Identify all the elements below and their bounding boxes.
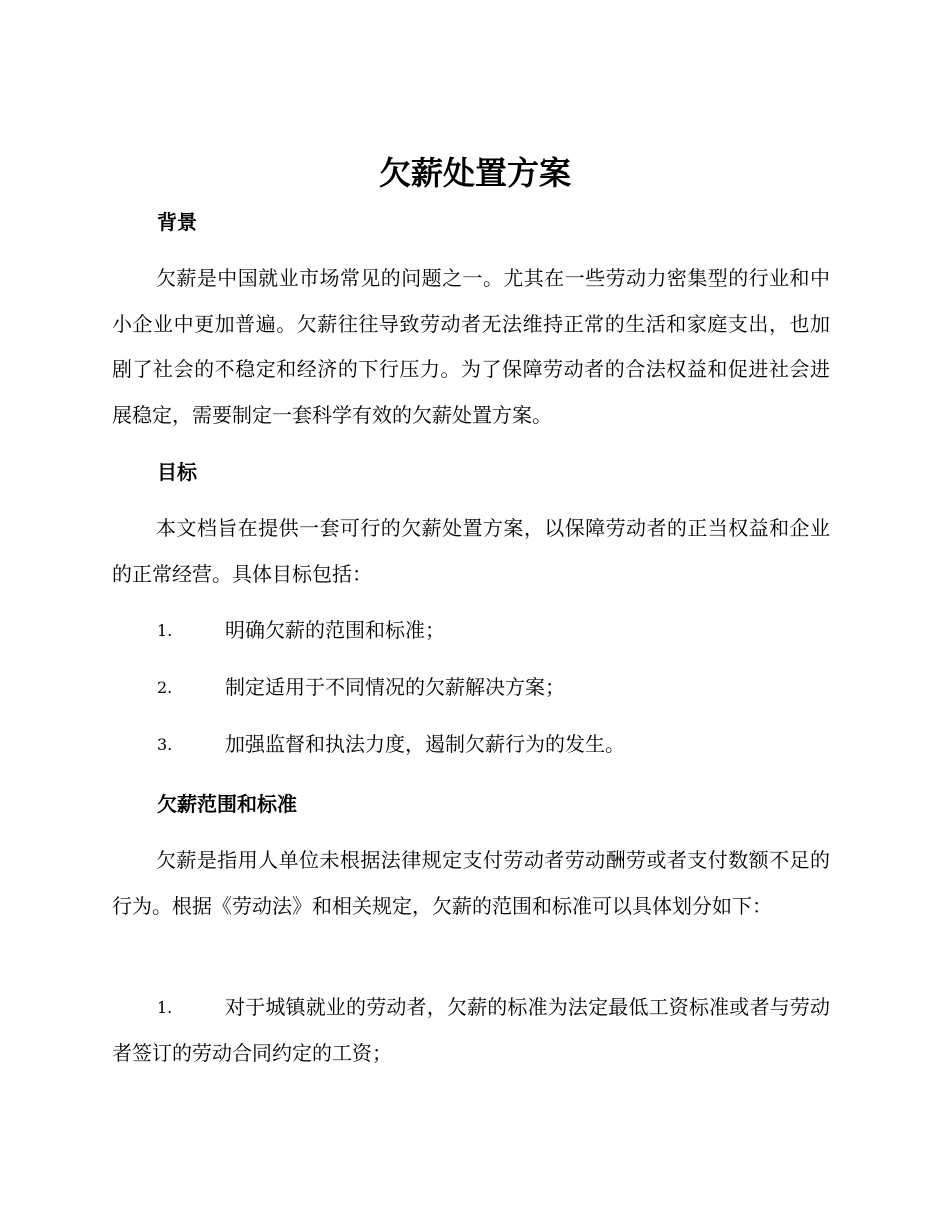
list-item-text: 明确欠薪的范围和标准； — [225, 618, 445, 642]
scope-standards-paragraph: 欠薪是指用人单位未根据法律规定支付劳动者劳动酬劳或者支付数额不足的行为。根据《劳动法》和相关规定，欠薪的范围和标准可以具体划分如下： — [112, 848, 830, 918]
list-number: 1. — [157, 998, 173, 1017]
scope-list-item — [112, 985, 830, 1076]
section-heading-scope-standards: 欠薪范围和标准 — [157, 792, 297, 816]
list-number: 2. — [157, 678, 173, 697]
goals-paragraph: 本文档旨在提供一套可行的欠薪处置方案，以保障劳动者的正当权益和企业的正常经营。具体目标包括： — [112, 516, 830, 586]
background-paragraph: 欠薪是中国就业市场常见的问题之一。尤其在一些劳动力密集型的行业和中小企业中更加普遍。欠薪往往导致劳动者无法维持正常的生活和家庭支出，也加剧了社会的不稳定和经济的下行压力。为了保障劳动者的合法权益和促进社会进展稳定，需要制定一套科学有效的欠薪处置方案。 — [112, 266, 830, 427]
goals-list-item — [112, 722, 830, 768]
section-heading-background: 背景 — [157, 210, 197, 234]
list-item-text: 制定适用于不同情况的欠薪解决方案； — [225, 675, 565, 699]
goals-list-item — [112, 665, 830, 711]
list-item-text: 对于城镇就业的劳动者，欠薪的标准为法定最低工资标准或者与劳动者签订的劳动合同约定的工资； — [112, 995, 830, 1065]
section-heading-goals: 目标 — [157, 460, 197, 484]
goals-list-item — [112, 608, 830, 654]
list-number: 3. — [157, 735, 173, 754]
document-title: 欠薪处置方案 — [378, 154, 571, 192]
list-number: 1. — [157, 621, 173, 640]
list-item-text: 加强监督和执法力度，遏制欠薪行为的发生。 — [225, 732, 625, 756]
